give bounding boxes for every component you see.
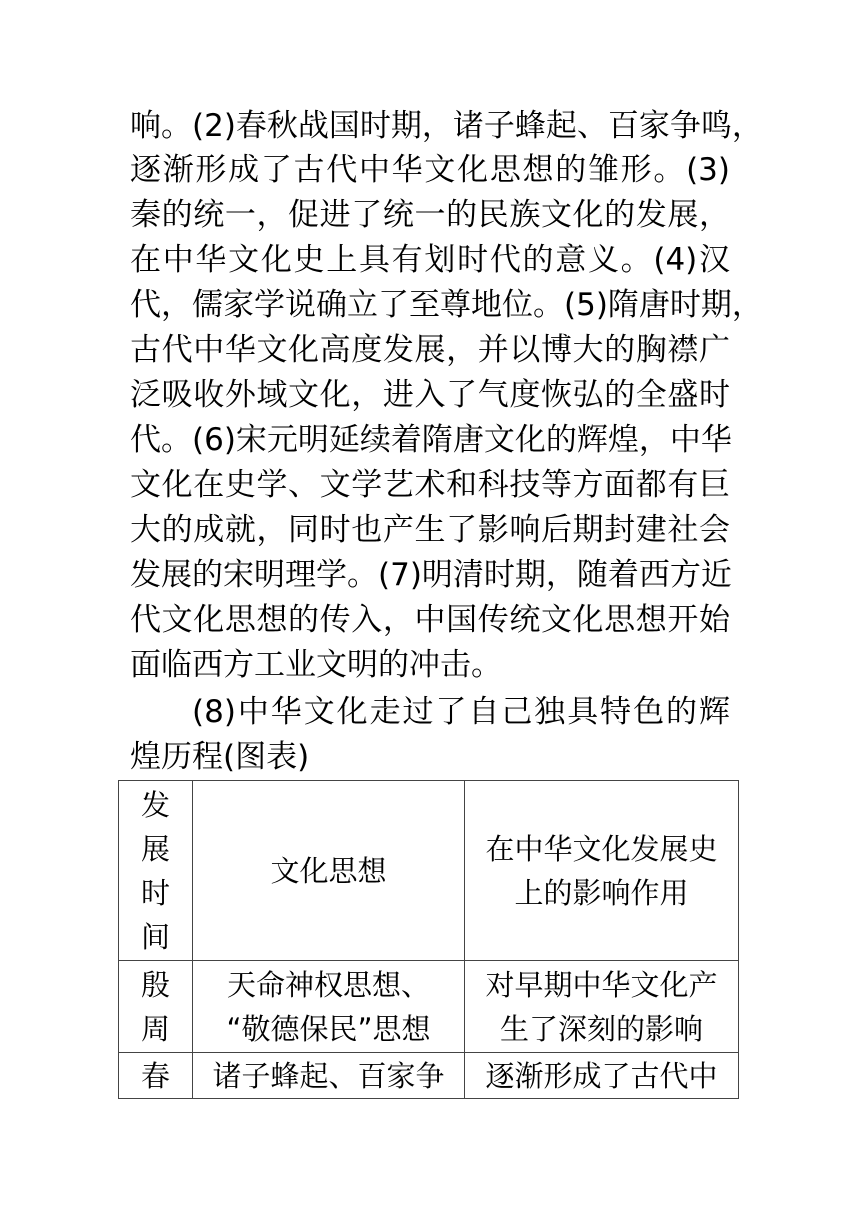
- cell-line: “敬德保民”思想: [226, 1011, 431, 1046]
- cell-line: 文化思想: [270, 853, 387, 888]
- text-line: 在中华文化史上具有划时代的意义。(4)汉: [130, 242, 730, 278]
- table-header-row: [119, 781, 739, 961]
- period-cell: [119, 1053, 193, 1099]
- cell-char: 周: [140, 1011, 170, 1046]
- history-table: [118, 780, 739, 1099]
- thought-cell: [193, 1053, 465, 1099]
- text-line: 代。(6)宋元明延续着隋唐文化的辉煌，中华: [130, 422, 732, 458]
- text-line: 面临西方工业文明的冲击。: [130, 647, 502, 683]
- text-line: 大的成就，同时也产生了影响后期封建社会: [130, 512, 730, 548]
- thought-cell: [193, 961, 465, 1053]
- text-line: 泛吸收外域文化，进入了气度恢弘的全盛时: [130, 377, 730, 413]
- header-thought-cell: [193, 781, 465, 961]
- text-line: 发展的宋明理学。(7)明清时期，随着西方近: [130, 557, 732, 593]
- cell-line: 诸子蜂起、百家争: [212, 1058, 445, 1093]
- table-row: [119, 961, 739, 1053]
- header-influence-cell: [465, 781, 739, 961]
- text-line: 响。(2)春秋战国时期，诸子蜂起、百家争鸣，: [130, 108, 763, 144]
- cell-char: 发: [140, 787, 170, 822]
- text-line: 秦的统一，促进了统一的民族文化的发展，: [130, 197, 730, 233]
- text-line: (8)中华文化走过了自己独具特色的辉: [192, 694, 730, 730]
- period-cell: [119, 961, 193, 1053]
- influence-cell: [465, 1053, 739, 1099]
- cell-char: 春: [140, 1058, 170, 1093]
- cell-line: 生了深刻的影响: [499, 1011, 703, 1046]
- cell-line: 对早期中华文化产: [485, 967, 718, 1002]
- cell-char: 殷: [140, 967, 170, 1002]
- text-line: 文化在史学、文学艺术和科技等方面都有巨: [130, 467, 730, 503]
- cell-char: 时: [140, 875, 170, 910]
- header-period-cell: [119, 781, 193, 961]
- table-row: [119, 1053, 739, 1099]
- text-line: 古代中华文化高度发展，并以博大的胸襟广: [130, 332, 730, 368]
- text-line: 代文化思想的传入，中国传统文化思想开始: [130, 602, 730, 638]
- influence-cell: [465, 961, 739, 1053]
- cell-char: 间: [140, 919, 170, 954]
- cell-line: 在中华文化发展史: [485, 831, 718, 866]
- text-line: 代，儒家学说确立了至尊地位。(5)隋唐时期，: [130, 287, 763, 323]
- text-line: 煌历程(图表): [130, 739, 310, 775]
- cell-line: 天命神权思想、: [226, 967, 430, 1002]
- cell-line: 逐渐形成了古代中: [485, 1058, 718, 1093]
- cell-line: 上的影响作用: [514, 875, 689, 910]
- cell-char: 展: [140, 831, 170, 866]
- text-line: 逐渐形成了古代中华文化思想的雏形。(3): [130, 152, 730, 188]
